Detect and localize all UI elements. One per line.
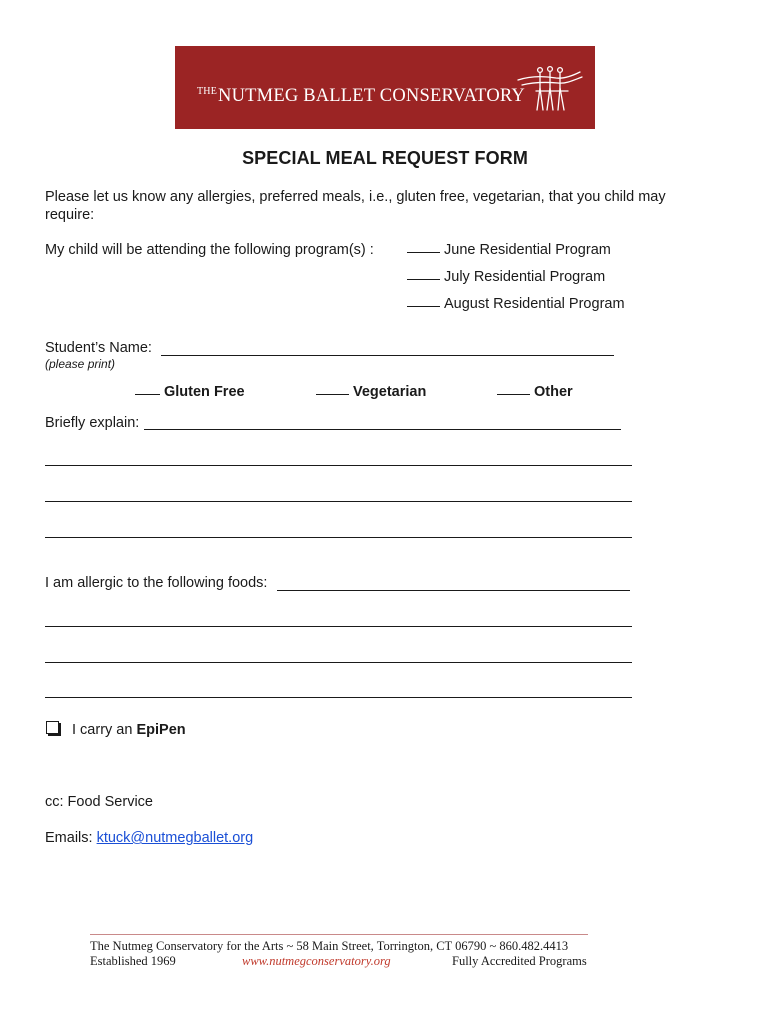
allergy-field-line-1[interactable] (277, 590, 630, 591)
form-title: SPECIAL MEAL REQUEST FORM (242, 148, 528, 168)
epipen-prefix: I carry an (72, 722, 137, 738)
gluten-free-blank[interactable] (135, 394, 160, 395)
footer-accredited: Fully Accredited Programs (452, 954, 587, 968)
allergy-field-line-4[interactable] (45, 697, 632, 698)
program-august[interactable] (407, 296, 625, 312)
option-other[interactable] (497, 384, 573, 400)
option-gluten-free[interactable] (135, 384, 245, 400)
explain-field-line-3[interactable] (45, 501, 632, 502)
cc-line: cc: Food Service (45, 794, 153, 810)
logo-wordmark (197, 86, 525, 107)
allergic-label: I am allergic to the following foods: (45, 575, 268, 591)
emails-label: Emails: (45, 830, 97, 846)
program-june-label: June Residential Program (444, 242, 611, 258)
header-banner (175, 46, 595, 129)
allergy-field-line-3[interactable] (45, 662, 632, 663)
briefly-explain-label: Briefly explain: (45, 415, 140, 431)
other-label: Other (534, 384, 573, 400)
footer-established: Established 1969 (90, 954, 176, 968)
emails-line (45, 830, 253, 846)
footer-address: The Nutmeg Conservatory for the Arts ~ 58 Main Street, Torrington, CT 06790 ~ 860.482.4413 (90, 939, 569, 953)
allergy-field-line-2[interactable] (45, 626, 632, 627)
intro-line-2: require: (45, 207, 95, 223)
logo-name: NUTMEG BALLET CONSERVATORY (218, 86, 525, 106)
footer-website[interactable]: www.nutmegconservatory.org (242, 954, 391, 968)
program-august-label: August Residential Program (444, 296, 625, 312)
student-name-field[interactable] (161, 355, 614, 356)
intro-line-1: Please let us know any allergies, preferred meals, i.e., gluten free, vegetarian, that you child may (45, 189, 666, 205)
please-print-note: (please print) (45, 357, 116, 371)
other-blank[interactable] (497, 394, 530, 395)
program-august-blank[interactable] (407, 306, 440, 307)
programs-prompt: My child will be attending the following program(s) : (45, 242, 374, 258)
vegetarian-blank[interactable] (316, 394, 349, 395)
program-july-label: July Residential Program (444, 269, 606, 285)
program-july-blank[interactable] (407, 279, 440, 280)
student-name-label: Student’s Name: (45, 340, 152, 356)
logo-the: THE (197, 86, 218, 97)
dancers-logo-icon (510, 58, 585, 116)
email-link[interactable]: ktuck@nutmegballet.org (96, 830, 254, 846)
program-july[interactable] (407, 269, 605, 285)
explain-field-line-1[interactable] (144, 429, 621, 430)
epipen-label (72, 722, 186, 738)
program-june-blank[interactable] (407, 252, 440, 253)
program-june[interactable] (407, 242, 611, 258)
footer-divider (90, 934, 588, 935)
epipen-checkbox[interactable] (46, 721, 59, 734)
vegetarian-label: Vegetarian (353, 384, 427, 400)
gluten-free-label: Gluten Free (164, 384, 245, 400)
option-vegetarian[interactable] (316, 384, 426, 400)
epipen-bold: EpiPen (136, 722, 186, 738)
explain-field-line-2[interactable] (45, 465, 632, 466)
explain-field-line-4[interactable] (45, 537, 632, 538)
